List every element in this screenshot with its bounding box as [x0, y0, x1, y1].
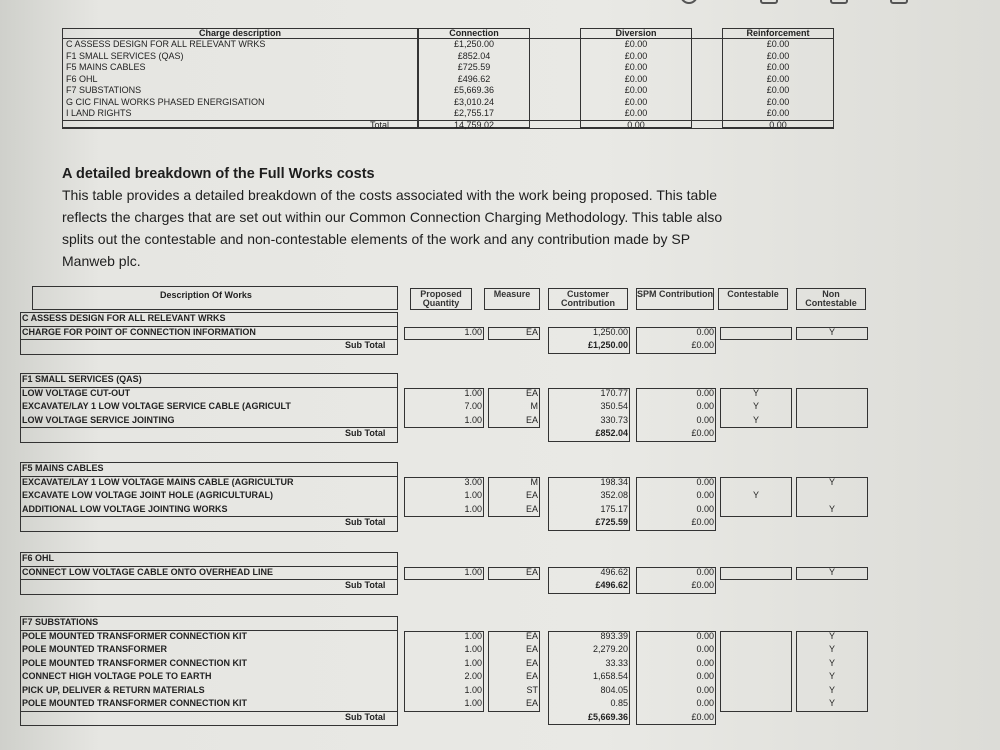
intro-line-1: This table provides a detailed breakdown of the costs associated with the work being proposed. This table: [62, 187, 718, 203]
line-item-customer-contribution: 170.77: [600, 387, 628, 398]
line-item-customer-contribution: 198.34: [600, 476, 628, 487]
summary-row-diversion: £0.00: [624, 39, 648, 49]
line-item-measure: EA: [525, 630, 538, 641]
line-item-non-contestable: Y: [828, 326, 835, 337]
line-item-quantity: 1.00: [464, 566, 482, 577]
subtotal-spm: £0.00: [691, 517, 714, 527]
line-item-contestable: Y: [752, 387, 759, 398]
subtotal-customer: £5,669.36: [587, 711, 628, 722]
line-item-contestable: Y: [752, 401, 759, 411]
line-item-customer-contribution: 1,658.54: [592, 671, 628, 681]
line-item-description: PICK UP, DELIVER & RETURN MATERIALS: [22, 684, 205, 695]
line-item-customer-contribution: 175.17: [600, 503, 628, 514]
line-item-measure: EA: [525, 657, 538, 668]
intro-line-2: reflects the charges that are set out within our Common Connection Charging Methodology. This table also: [62, 209, 723, 225]
line-item-description: POLE MOUNTED TRANSFORMER: [22, 644, 167, 654]
line-item-spm-contribution: 0.00: [696, 401, 714, 411]
download-icon[interactable]: [760, 0, 778, 4]
line-item-description: POLE MOUNTED TRANSFORMER CONNECTION KIT: [22, 630, 247, 641]
line-item-non-contestable: Y: [828, 657, 835, 668]
line-item-measure: EA: [525, 326, 538, 337]
line-item-quantity: 1.00: [464, 657, 482, 668]
line-item-spm-contribution: 0.00: [696, 476, 714, 487]
line-item-measure: EA: [525, 387, 538, 398]
line-item-description: POLE MOUNTED TRANSFORMER CONNECTION KIT: [22, 657, 247, 668]
summary-row-diversion: £0.00: [624, 96, 648, 107]
summary-row-reinforcement: £0.00: [766, 73, 790, 84]
summary-header-connection: Connection: [449, 28, 499, 38]
line-item-description: LOW VOLTAGE SERVICE JOINTING: [22, 414, 175, 425]
line-item-measure: EA: [525, 671, 538, 681]
intro-line-4: Manweb plc.: [62, 253, 141, 269]
summary-row-description: C ASSESS DESIGN FOR ALL RELEVANT WRKS: [66, 39, 266, 49]
subtotal-customer: £496.62: [595, 580, 628, 590]
line-item-measure: EA: [525, 566, 538, 577]
header-contestable: Contestable: [727, 289, 779, 299]
section-title: F1 SMALL SERVICES (QAS): [22, 374, 142, 384]
section-heading: A detailed breakdown of the Full Works costs: [62, 166, 375, 182]
line-item-spm-contribution: 0.00: [696, 684, 714, 695]
header-measure: Measure: [493, 289, 531, 299]
subtotal-label: Sub Total: [345, 580, 386, 590]
summary-row-description: F1 SMALL SERVICES (QAS): [66, 50, 184, 61]
line-item-measure: M: [530, 476, 538, 487]
header-quantity: Proposed Quantity: [420, 289, 462, 308]
summary-row-diversion: £0.00: [624, 50, 648, 61]
subtotal-spm: £0.00: [691, 711, 714, 722]
summary-row-connection: £1,250.00: [453, 39, 495, 49]
summary-row-connection: £2,755.17: [453, 108, 495, 118]
summary-row-description: F7 SUBSTATIONS: [66, 85, 142, 95]
header-spm-contribution: SPM Contribution: [637, 289, 713, 299]
header-description: Description Of Works: [160, 290, 252, 300]
line-item-measure: EA: [525, 503, 538, 514]
line-item-description: EXCAVATE LOW VOLTAGE JOINT HOLE (AGRICULTURAL): [22, 490, 273, 500]
share-icon[interactable]: [830, 0, 848, 4]
section-title: F7 SUBSTATIONS: [22, 617, 99, 627]
section-title: C ASSESS DESIGN FOR ALL RELEVANT WRKS: [22, 313, 226, 323]
summary-total-label: Total: [370, 120, 390, 130]
summary-row-connection: £5,669.36: [453, 85, 495, 95]
summary-row-diversion: £0.00: [624, 62, 648, 72]
subtotal-label: Sub Total: [345, 428, 386, 438]
summary-row-diversion: £0.00: [624, 73, 648, 84]
line-item-description: EXCAVATE/LAY 1 LOW VOLTAGE SERVICE CABLE (AGRICULT: [22, 401, 291, 411]
line-item-measure: EA: [525, 414, 538, 425]
line-item-description: ADDITIONAL LOW VOLTAGE JOINTING WORKS: [22, 503, 228, 514]
summary-row-reinforcement: £0.00: [766, 62, 790, 72]
summary-total-connection: 14,759.02: [453, 120, 495, 130]
line-item-spm-contribution: 0.00: [696, 644, 714, 654]
line-item-non-contestable: Y: [828, 630, 835, 641]
line-item-measure: M: [530, 401, 538, 411]
line-item-customer-contribution: 350.54: [600, 401, 628, 411]
summary-row-description: G CIC FINAL WORKS PHASED ENERGISATION: [66, 96, 265, 107]
summary-header-diversion: Diversion: [615, 28, 657, 38]
line-item-quantity: 1.00: [464, 326, 482, 337]
header-non-contestable: Non Contestable: [805, 289, 857, 308]
summary-row-description: F5 MAINS CABLES: [66, 62, 146, 72]
line-item-quantity: 1.00: [464, 684, 482, 695]
line-item-description: POLE MOUNTED TRANSFORMER CONNECTION KIT: [22, 698, 247, 708]
line-item-spm-contribution: 0.00: [696, 671, 714, 681]
line-item-customer-contribution: 352.08: [600, 490, 628, 500]
line-item-non-contestable: Y: [828, 698, 835, 708]
summary-row-reinforcement: £0.00: [766, 85, 790, 95]
subtotal-customer: £852.04: [595, 428, 628, 438]
line-item-non-contestable: Y: [828, 476, 835, 487]
line-item-non-contestable: Y: [828, 671, 835, 681]
line-item-quantity: 1.00: [464, 490, 482, 500]
line-item-description: EXCAVATE/LAY 1 LOW VOLTAGE MAINS CABLE (AGRICULTUR: [22, 476, 294, 487]
line-item-quantity: 3.00: [464, 476, 482, 487]
line-item-non-contestable: Y: [828, 684, 835, 695]
line-item-customer-contribution: 804.05: [600, 684, 628, 695]
line-item-quantity: 1.00: [464, 698, 482, 708]
line-item-customer-contribution: 0.85: [610, 698, 628, 708]
subtotal-spm: £0.00: [691, 340, 714, 350]
line-item-measure: ST: [526, 684, 538, 695]
line-item-contestable: Y: [752, 490, 759, 500]
line-item-quantity: 1.00: [464, 644, 482, 654]
line-item-spm-contribution: 0.00: [696, 503, 714, 514]
line-item-spm-contribution: 0.00: [696, 490, 714, 500]
summary-row-description: I LAND RIGHTS: [66, 108, 132, 118]
line-item-non-contestable: Y: [828, 503, 835, 514]
line-item-customer-contribution: 496.62: [600, 566, 628, 577]
print-icon[interactable]: [890, 0, 908, 4]
summary-row-reinforcement: £0.00: [766, 96, 790, 107]
line-item-customer-contribution: 1,250.00: [592, 326, 628, 337]
subtotal-spm: £0.00: [691, 428, 714, 438]
summary-row-diversion: £0.00: [624, 85, 648, 95]
line-item-spm-contribution: 0.00: [696, 414, 714, 425]
summary-total-diversion: 0.00: [627, 120, 645, 130]
line-item-non-contestable: Y: [828, 566, 835, 577]
line-item-quantity: 1.00: [464, 503, 482, 514]
summary-row-connection: £725.59: [457, 62, 491, 72]
summary-row-reinforcement: £0.00: [766, 108, 790, 118]
viewer-toolbar: [640, 0, 940, 6]
line-item-customer-contribution: 330.73: [600, 414, 628, 425]
search-icon[interactable]: [680, 0, 698, 4]
line-item-quantity: 2.00: [464, 671, 482, 681]
subtotal-label: Sub Total: [345, 711, 386, 722]
line-item-quantity: 1.00: [464, 387, 482, 398]
line-item-contestable: Y: [752, 414, 759, 425]
line-item-customer-contribution: 893.39: [600, 630, 628, 641]
line-item-measure: EA: [525, 490, 538, 500]
summary-total-reinforcement: 0.00: [769, 120, 787, 130]
summary-row-connection: £3,010.24: [453, 96, 495, 107]
summary-row-reinforcement: £0.00: [766, 39, 790, 49]
summary-row-reinforcement: £0.00: [766, 50, 790, 61]
subtotal-customer: £725.59: [595, 517, 628, 527]
line-item-quantity: 1.00: [464, 414, 482, 425]
line-item-spm-contribution: 0.00: [696, 387, 714, 398]
subtotal-spm: £0.00: [691, 580, 714, 590]
line-item-measure: EA: [525, 698, 538, 708]
line-item-description: LOW VOLTAGE CUT-OUT: [22, 387, 131, 398]
subtotal-customer: £1,250.00: [587, 340, 628, 350]
line-item-spm-contribution: 0.00: [696, 566, 714, 577]
subtotal-label: Sub Total: [345, 340, 386, 350]
line-item-description: CONNECT LOW VOLTAGE CABLE ONTO OVERHEAD LINE: [22, 566, 274, 577]
line-item-spm-contribution: 0.00: [696, 657, 714, 668]
section-title: F5 MAINS CABLES: [22, 463, 104, 473]
intro-line-3: splits out the contestable and non-contestable elements of the work and any contribution made by SP: [62, 231, 691, 247]
line-item-description: CONNECT HIGH VOLTAGE POLE TO EARTH: [22, 671, 212, 681]
summary-header-reinforcement: Reinforcement: [746, 28, 810, 38]
subtotal-label: Sub Total: [345, 517, 386, 527]
line-item-non-contestable: Y: [828, 644, 835, 654]
line-item-quantity: 7.00: [464, 401, 482, 411]
line-item-spm-contribution: 0.00: [696, 630, 714, 641]
summary-row-connection: £852.04: [457, 50, 491, 61]
summary-row-description: F6 OHL: [66, 73, 98, 84]
line-item-measure: EA: [525, 644, 538, 654]
line-item-quantity: 1.00: [464, 630, 482, 641]
line-item-spm-contribution: 0.00: [696, 698, 714, 708]
line-item-customer-contribution: 2,279.20: [592, 644, 628, 654]
line-item-customer-contribution: 33.33: [605, 657, 628, 668]
header-customer-contribution: Customer Contribution: [561, 289, 615, 308]
summary-header-description: Charge description: [198, 28, 281, 38]
section-title: F6 OHL: [22, 553, 55, 563]
summary-row-diversion: £0.00: [624, 108, 648, 118]
summary-row-connection: £496.62: [457, 73, 491, 84]
line-item-description: CHARGE FOR POINT OF CONNECTION INFORMATION: [22, 326, 256, 337]
line-item-spm-contribution: 0.00: [696, 326, 714, 337]
